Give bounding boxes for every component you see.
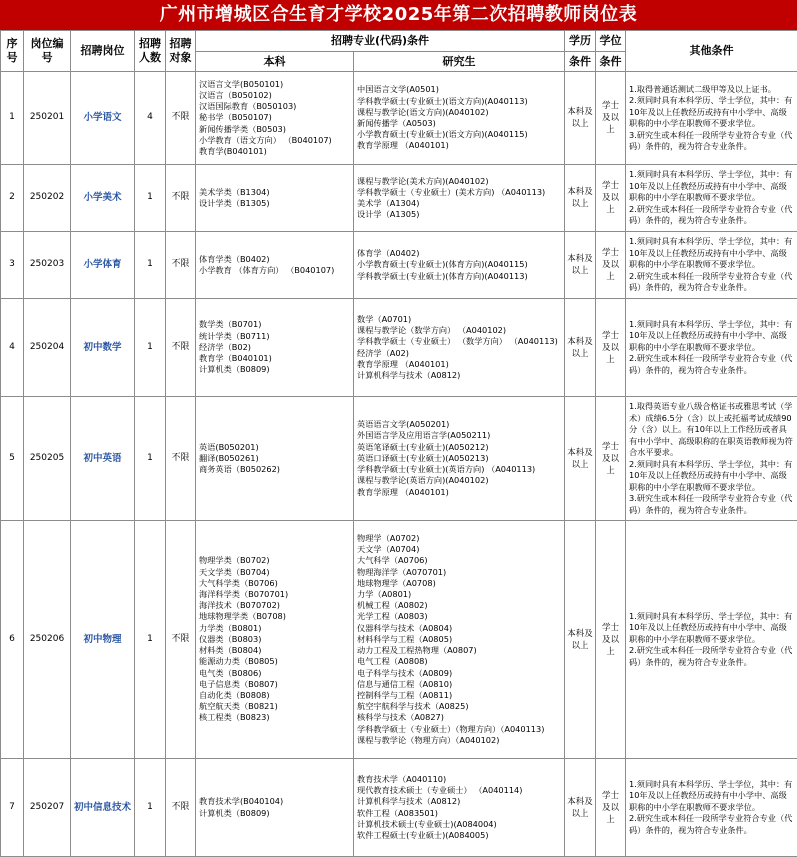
row-grad-majors: 教育技术学（A040110) 现代教育技术硕士（专业硕士） （A040114) 计算机科学与技术（A0812) 软件工程（A083501) 计算机技术硕士(专业硕士)(A084004) 软件工程硕士(专业硕士)(A084005)	[354, 759, 565, 857]
row-edu: 本科及以上	[565, 397, 596, 521]
row-target: 不限	[166, 72, 196, 165]
row-position: 初中数学	[71, 299, 135, 397]
row-target: 不限	[166, 299, 196, 397]
header-code: 岗位编号	[24, 31, 71, 72]
table-row	[1, 165, 797, 232]
row-seq: 7	[1, 759, 24, 857]
row-count: 1	[135, 397, 166, 521]
table-row	[1, 232, 797, 299]
row-code: 250206	[24, 521, 71, 759]
row-target: 不限	[166, 397, 196, 521]
row-grad-majors: 体育学（A0402) 小学教育硕士(专业硕士)(体育方向)(A040115) 学科教学硕士(专业硕士)(体育方向)(A040113)	[354, 232, 565, 299]
row-edu: 本科及以上	[565, 165, 596, 232]
header-position: 招聘岗位	[71, 31, 135, 72]
row-degree: 学士及以上	[596, 72, 626, 165]
row-target: 不限	[166, 232, 196, 299]
header-grad: 研究生	[354, 52, 565, 72]
table-row	[1, 72, 797, 165]
row-degree: 学士及以上	[596, 521, 626, 759]
header-target: 招聘对象	[166, 31, 196, 72]
row-seq: 4	[1, 299, 24, 397]
row-other: 1.取得普通话测试二级甲等及以上证书。 2.须同时具有本科学历、学士学位，其中：有10年及以上任教经历或持有中小学中、高级职称的中小学在职教师不要求学位。 3.研究生或本科任一段所学专业符合专业（代码）条件的，视为符合专业条件。	[626, 72, 797, 165]
row-count: 4	[135, 72, 166, 165]
header-degree-cond: 条件	[596, 52, 626, 72]
row-code: 250204	[24, 299, 71, 397]
row-count: 1	[135, 521, 166, 759]
table-row	[1, 397, 797, 521]
row-other: 1.须同时具有本科学历、学士学位，其中：有10年及以上任教经历或持有中小学中、高级职称的中小学在职教师不要求学位。 2.研究生或本科任一段所学专业符合专业（代码）条件的，视为符合专业条件。	[626, 299, 797, 397]
row-grad-majors: 英语语言文学(A050201) 外国语言学及应用语言学(A050211) 英语笔译硕士(专业硕士)(A050212) 英语口译硕士(专业硕士)(A050213) 学科教学硕士(专业硕士)(英语方向) （A040113) 课程与教学论(英语方向)(A040102) 教育学原理 （A040101)	[354, 397, 565, 521]
row-other: 1.须同时具有本科学历、学士学位，其中：有10年及以上任教经历或持有中小学中、高级职称的中小学在职教师不要求学位。 2.研究生或本科任一段所学专业符合专业（代码）条件的，视为符合专业条件。	[626, 521, 797, 759]
row-degree: 学士及以上	[596, 299, 626, 397]
row-other: 1.取得英语专业八级合格证书或雅思考试（学术）成绩6.5分（含）以上或托福考试成绩90分（含）以上。有10年以上工作经历或者具有中小学中、高级职称的在职英语教师视为符合水平要求。 2.须同时具有本科学历、学士学位，其中：有10年及以上任教经历或持有中小学中、高级职称的中小学在职教师不要求学位。 3.研究生或本科任一段所学专业符合专业（代码）条件的，视为符合专业条件。	[626, 397, 797, 521]
row-undergrad-majors: 美术学类（B1304) 设计学类（B1305)	[196, 165, 354, 232]
page-title: 广州市增城区合生育才学校2025年第二次招聘教师岗位表	[0, 0, 797, 30]
row-target: 不限	[166, 521, 196, 759]
row-undergrad-majors: 数学类（B0701) 统计学类（B0711) 经济学（B02) 教育学（B040101) 计算机类（B0809)	[196, 299, 354, 397]
row-position: 小学语文	[71, 72, 135, 165]
row-count: 1	[135, 299, 166, 397]
table-row	[1, 521, 797, 759]
header-undergrad: 本科	[196, 52, 354, 72]
row-target: 不限	[166, 759, 196, 857]
row-position: 小学美术	[71, 165, 135, 232]
header-seq: 序号	[1, 31, 24, 72]
row-target: 不限	[166, 165, 196, 232]
row-undergrad-majors: 体育学类（B0402) 小学教育 （体育方向） （B040107)	[196, 232, 354, 299]
header-count: 招聘人数	[135, 31, 166, 72]
row-position: 初中英语	[71, 397, 135, 521]
row-other: 1.须同时具有本科学历、学士学位，其中：有10年及以上任教经历或持有中小学中、高级职称的中小学在职教师不要求学位。 2.研究生或本科任一段所学专业符合专业（代码）条件的，视为符合专业条件。	[626, 232, 797, 299]
row-degree: 学士及以上	[596, 759, 626, 857]
table-row	[1, 759, 797, 857]
header-edu-cond: 条件	[565, 52, 596, 72]
row-edu: 本科及以上	[565, 232, 596, 299]
row-degree: 学士及以上	[596, 232, 626, 299]
row-seq: 2	[1, 165, 24, 232]
row-position: 小学体育	[71, 232, 135, 299]
row-grad-majors: 中国语言文学(A0501) 学科教学硕士(专业硕士)(语文方向)(A040113) 课程与教学论(语文方向)(A040102) 新闻传播学（A0503) 小学教育硕士(专业硕士)(语文方向)(A040115) 教育学原理 （A040101)	[354, 72, 565, 165]
row-code: 250207	[24, 759, 71, 857]
row-degree: 学士及以上	[596, 165, 626, 232]
row-code: 250205	[24, 397, 71, 521]
row-seq: 1	[1, 72, 24, 165]
row-grad-majors: 课程与教学论(美术方向)(A040102) 学科教学硕士（专业硕士）(美术方向) （A040113) 美术学（A1304) 设计学（A1305)	[354, 165, 565, 232]
row-undergrad-majors: 汉语言文学(B050101) 汉语言（B050102) 汉语国际教育（B050103) 秘书学（B050107) 新闻传播学类（B0503) 小学教育（语文方向） （B040107) 教育学(B040101)	[196, 72, 354, 165]
header-degree: 学位	[596, 31, 626, 52]
row-edu: 本科及以上	[565, 759, 596, 857]
row-count: 1	[135, 232, 166, 299]
row-position: 初中信息技术	[71, 759, 135, 857]
row-position: 初中物理	[71, 521, 135, 759]
row-code: 250202	[24, 165, 71, 232]
header-other: 其他条件	[626, 31, 797, 72]
row-grad-majors: 数学（A0701) 课程与教学论（数学方向） （A040102) 学科教学硕士（专业硕士） （数学方向） （A040113) 经济学（A02) 教育学原理 （A040101) 计算机科学与技术（A0812)	[354, 299, 565, 397]
row-undergrad-majors: 物理学类（B0702) 天文学类（B0704) 大气科学类（B0706) 海洋科学类（B070701) 海洋技术（B070702) 地球物理学类（B0708) 力学类（B0801) 仪器类（B0803) 材料类（B0804) 能源动力类（B0805) 电气类（B0806) 电子信息类（B0807) 自动化类（B0808) 航空航天类（B0821) 核工程类（B0823)	[196, 521, 354, 759]
row-degree: 学士及以上	[596, 397, 626, 521]
row-code: 250201	[24, 72, 71, 165]
row-count: 1	[135, 165, 166, 232]
row-grad-majors: 物理学（A0702) 天文学（A0704) 大气科学（A0706) 物理海洋学（A070701) 地球物理学（A0708) 力学（A0801) 机械工程（A0802) 光学工程（A0803) 仪器科学与技术（A0804) 材料科学与工程（A0805) 动力工程及工程热物理（A0807) 电气工程（A0808) 电子科学与技术（A0809) 信息与通信工程（A0810) 控制科学与工程（A0811) 航空宇航科学与技术（A0825) 核科学与技术（A0827) 学科教学硕士（专业硕士）（物理方向）（A040113) 课程与教学论（物理方向）（A040102)	[354, 521, 565, 759]
row-count: 1	[135, 759, 166, 857]
row-undergrad-majors: 英语(B050201) 翻译(B050261) 商务英语（B050262)	[196, 397, 354, 521]
table-row	[1, 299, 797, 397]
recruitment-table	[0, 30, 797, 857]
row-edu: 本科及以上	[565, 521, 596, 759]
row-other: 1.须同时具有本科学历、学士学位，其中：有10年及以上任教经历或持有中小学中、高级职称的中小学在职教师不要求学位。 2.研究生或本科任一段所学专业符合专业（代码）条件的，视为符合专业条件。	[626, 165, 797, 232]
row-other: 1.须同时具有本科学历、学士学位，其中：有10年及以上任教经历或持有中小学中、高级职称的中小学在职教师不要求学位。 2.研究生或本科任一段所学专业符合专业（代码）条件的，视为符合专业条件。	[626, 759, 797, 857]
row-undergrad-majors: 教育技术学(B040104) 计算机类（B0809)	[196, 759, 354, 857]
row-code: 250203	[24, 232, 71, 299]
row-edu: 本科及以上	[565, 299, 596, 397]
row-seq: 6	[1, 521, 24, 759]
header-major: 招聘专业(代码)条件	[196, 31, 565, 52]
row-edu: 本科及以上	[565, 72, 596, 165]
row-seq: 5	[1, 397, 24, 521]
row-seq: 3	[1, 232, 24, 299]
header-edu: 学历	[565, 31, 596, 52]
